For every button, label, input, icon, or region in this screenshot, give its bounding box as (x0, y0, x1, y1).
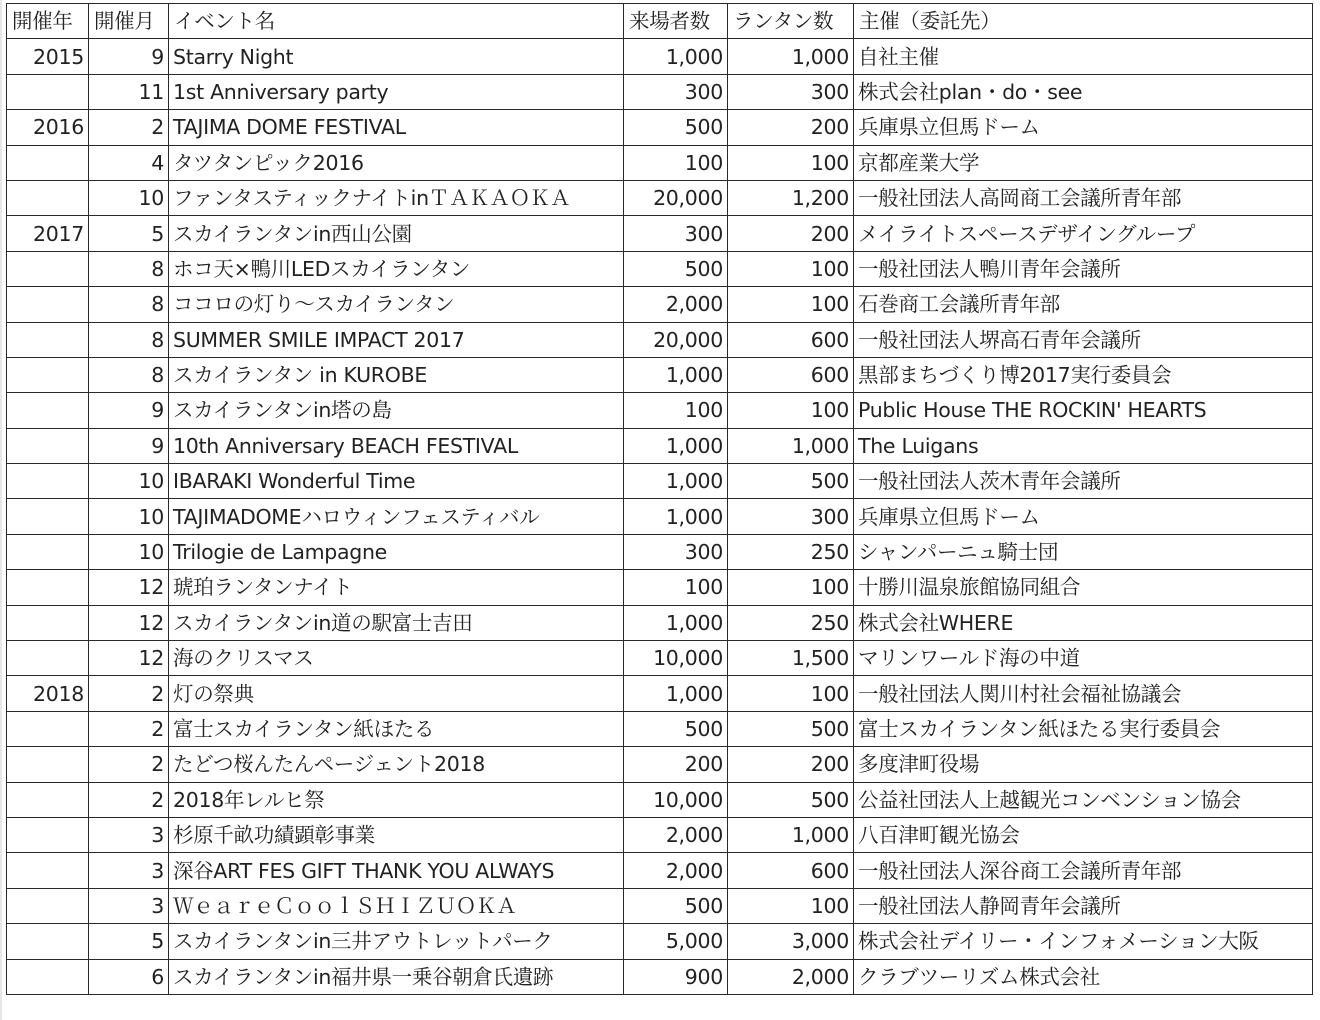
cell-lanterns: 100 (728, 393, 854, 428)
cell-host: 一般社団法人鴨川青年会議所 (854, 251, 1313, 286)
cell-event-name: TAJIMADOMEハロウィンフェスティバル (169, 499, 624, 534)
cell-year (7, 959, 89, 994)
table-row (7, 464, 1313, 499)
table-row (7, 428, 1313, 463)
cell-lanterns: 300 (728, 74, 854, 109)
table-row (7, 711, 1313, 746)
cell-event-name: スカイランタンin西山公園 (169, 216, 624, 251)
cell-event-name: 1st Anniversary party (169, 74, 624, 109)
cell-month: 3 (89, 888, 169, 923)
cell-lanterns: 3,000 (728, 924, 854, 959)
cell-host: 富士スカイランタン紙ほたる実行委員会 (854, 711, 1313, 746)
cell-lanterns: 500 (728, 711, 854, 746)
cell-lanterns: 250 (728, 605, 854, 640)
table-row (7, 782, 1313, 817)
cell-month: 4 (89, 145, 169, 180)
cell-visitors: 2,000 (624, 853, 728, 888)
cell-visitors: 300 (624, 74, 728, 109)
cell-month: 10 (89, 464, 169, 499)
table-row (7, 251, 1313, 286)
cell-event-name: TAJIMA DOME FESTIVAL (169, 110, 624, 145)
cell-visitors: 1,000 (624, 499, 728, 534)
cell-lanterns: 1,000 (728, 428, 854, 463)
cell-month: 3 (89, 817, 169, 852)
cell-month: 8 (89, 357, 169, 392)
cell-visitors: 500 (624, 711, 728, 746)
table-row (7, 924, 1313, 959)
cell-year (7, 641, 89, 676)
cell-year (7, 251, 89, 286)
cell-lanterns: 600 (728, 853, 854, 888)
cell-month: 2 (89, 747, 169, 782)
table-row (7, 74, 1313, 109)
cell-year (7, 711, 89, 746)
header-month: 開催月 (89, 4, 169, 39)
cell-event-name: ＷｅａｒｅＣｏｏｌＳＨＩＺＵＯＫＡ (169, 888, 624, 923)
cell-event-name: 琥珀ランタンナイト (169, 570, 624, 605)
table-row (7, 39, 1313, 74)
cell-visitors: 1,000 (624, 676, 728, 711)
cell-year: 2015 (7, 39, 89, 74)
header-year: 開催年 (7, 4, 89, 39)
cell-host: 一般社団法人茨木青年会議所 (854, 464, 1313, 499)
cell-month: 9 (89, 393, 169, 428)
cell-event-name: Trilogie de Lampagne (169, 534, 624, 569)
cell-lanterns: 100 (728, 888, 854, 923)
cell-lanterns: 100 (728, 287, 854, 322)
cell-host: 一般社団法人関川村社会福祉協議会 (854, 676, 1313, 711)
cell-lanterns: 1,000 (728, 39, 854, 74)
cell-month: 2 (89, 676, 169, 711)
cell-event-name: ココロの灯り～スカイランタン (169, 287, 624, 322)
cell-host: 多度津町役場 (854, 747, 1313, 782)
cell-host: Public House THE ROCKIN' HEARTS (854, 393, 1313, 428)
cell-year (7, 534, 89, 569)
cell-host: 兵庫県立但馬ドーム (854, 110, 1313, 145)
table-row (7, 605, 1313, 640)
cell-visitors: 100 (624, 570, 728, 605)
cell-year (7, 287, 89, 322)
cell-event-name: スカイランタンin塔の島 (169, 393, 624, 428)
cell-event-name: 富士スカイランタン紙ほたる (169, 711, 624, 746)
cell-host: 一般社団法人高岡商工会議所青年部 (854, 180, 1313, 215)
cell-year (7, 428, 89, 463)
cell-lanterns: 1,000 (728, 817, 854, 852)
table-row (7, 959, 1313, 994)
table-row (7, 216, 1313, 251)
cell-host: 株式会社WHERE (854, 605, 1313, 640)
table-row (7, 747, 1313, 782)
table-row (7, 534, 1313, 569)
cell-lanterns: 2,000 (728, 959, 854, 994)
cell-year (7, 322, 89, 357)
table-row (7, 570, 1313, 605)
table-row (7, 180, 1313, 215)
cell-event-name: スカイランタン in KUROBE (169, 357, 624, 392)
cell-visitors: 500 (624, 110, 728, 145)
cell-month: 9 (89, 428, 169, 463)
cell-lanterns: 100 (728, 251, 854, 286)
cell-month: 10 (89, 499, 169, 534)
table-row (7, 145, 1313, 180)
cell-lanterns: 250 (728, 534, 854, 569)
cell-year (7, 817, 89, 852)
cell-lanterns: 1,500 (728, 641, 854, 676)
cell-month: 5 (89, 216, 169, 251)
cell-visitors: 1,000 (624, 605, 728, 640)
cell-year (7, 924, 89, 959)
cell-year (7, 180, 89, 215)
table-row (7, 888, 1313, 923)
cell-lanterns: 200 (728, 747, 854, 782)
header-lanterns: ランタン数 (728, 4, 854, 39)
cell-host: 京都産業大学 (854, 145, 1313, 180)
cell-year: 2018 (7, 676, 89, 711)
cell-host: マリンワールド海の中道 (854, 641, 1313, 676)
cell-year (7, 357, 89, 392)
table-row (7, 110, 1313, 145)
cell-visitors: 300 (624, 216, 728, 251)
cell-month: 8 (89, 322, 169, 357)
cell-month: 12 (89, 641, 169, 676)
cell-visitors: 500 (624, 251, 728, 286)
cell-visitors: 10,000 (624, 782, 728, 817)
cell-event-name: たどつ桜んたんページェント2018 (169, 747, 624, 782)
header-row (7, 4, 1313, 39)
cell-visitors: 1,000 (624, 39, 728, 74)
cell-event-name: タツタンピック2016 (169, 145, 624, 180)
cell-visitors: 100 (624, 393, 728, 428)
cell-event-name: 深谷ART FES GIFT THANK YOU ALWAYS (169, 853, 624, 888)
cell-month: 12 (89, 570, 169, 605)
table-row (7, 641, 1313, 676)
cell-event-name: Starry Night (169, 39, 624, 74)
cell-month: 10 (89, 534, 169, 569)
cell-visitors: 200 (624, 747, 728, 782)
cell-lanterns: 100 (728, 145, 854, 180)
cell-host: 株式会社デイリー・インフォメーション大阪 (854, 924, 1313, 959)
cell-month: 5 (89, 924, 169, 959)
cell-year (7, 888, 89, 923)
cell-year (7, 74, 89, 109)
cell-visitors: 100 (624, 145, 728, 180)
cell-lanterns: 200 (728, 216, 854, 251)
header-host: 主催（委託先） (854, 4, 1313, 39)
cell-event-name: 2018年レルヒ祭 (169, 782, 624, 817)
cell-month: 8 (89, 251, 169, 286)
cell-visitors: 2,000 (624, 287, 728, 322)
cell-host: 一般社団法人深谷商工会議所青年部 (854, 853, 1313, 888)
cell-year: 2017 (7, 216, 89, 251)
cell-event-name: SUMMER SMILE IMPACT 2017 (169, 322, 624, 357)
cell-host: 黒部まちづくり博2017実行委員会 (854, 357, 1313, 392)
table-row (7, 499, 1313, 534)
cell-lanterns: 100 (728, 676, 854, 711)
cell-host: 公益社団法人上越観光コンベンション協会 (854, 782, 1313, 817)
cell-visitors: 20,000 (624, 322, 728, 357)
cell-host: 石巻商工会議所青年部 (854, 287, 1313, 322)
cell-month: 2 (89, 782, 169, 817)
table-row (7, 357, 1313, 392)
cell-event-name: IBARAKI Wonderful Time (169, 464, 624, 499)
cell-visitors: 2,000 (624, 817, 728, 852)
cell-year (7, 853, 89, 888)
cell-lanterns: 200 (728, 110, 854, 145)
cell-host: 一般社団法人堺高石青年会議所 (854, 322, 1313, 357)
table-row (7, 676, 1313, 711)
event-records-table (6, 3, 1313, 995)
table-row (7, 853, 1313, 888)
cell-month: 2 (89, 711, 169, 746)
cell-event-name: スカイランタンin福井県一乗谷朝倉氏遺跡 (169, 959, 624, 994)
cell-event-name: ファンタスティックナイトinＴＡＫＡＯＫＡ (169, 180, 624, 215)
cell-event-name: ホコ天×鴨川LEDスカイランタン (169, 251, 624, 286)
cell-month: 10 (89, 180, 169, 215)
cell-host: 十勝川温泉旅館協同組合 (854, 570, 1313, 605)
cell-event-name: 杉原千畝功績顕彰事業 (169, 817, 624, 852)
cell-year: 2016 (7, 110, 89, 145)
table-row (7, 287, 1313, 322)
header-event-name: イベント名 (169, 4, 624, 39)
cell-host: シャンパーニュ騎士団 (854, 534, 1313, 569)
cell-lanterns: 100 (728, 570, 854, 605)
cell-year (7, 145, 89, 180)
cell-event-name: スカイランタンin三井アウトレットパーク (169, 924, 624, 959)
cell-event-name: 10th Anniversary BEACH FESTIVAL (169, 428, 624, 463)
cell-host: 兵庫県立但馬ドーム (854, 499, 1313, 534)
cell-host: 株式会社plan・do・see (854, 74, 1313, 109)
cell-month: 3 (89, 853, 169, 888)
table-row (7, 393, 1313, 428)
table-row (7, 322, 1313, 357)
cell-visitors: 900 (624, 959, 728, 994)
header-visitors: 来場者数 (624, 4, 728, 39)
cell-year (7, 393, 89, 428)
cell-month: 8 (89, 287, 169, 322)
cell-year (7, 464, 89, 499)
cell-host: 一般社団法人静岡青年会議所 (854, 888, 1313, 923)
cell-visitors: 1,000 (624, 464, 728, 499)
cell-month: 11 (89, 74, 169, 109)
cell-event-name: スカイランタンin道の駅富士吉田 (169, 605, 624, 640)
cell-host: The Luigans (854, 428, 1313, 463)
cell-host: クラブツーリズム株式会社 (854, 959, 1313, 994)
cell-visitors: 20,000 (624, 180, 728, 215)
cell-year (7, 570, 89, 605)
cell-lanterns: 600 (728, 357, 854, 392)
cell-year (7, 747, 89, 782)
cell-year (7, 499, 89, 534)
left-edge-divider (0, 0, 2, 1020)
cell-year (7, 605, 89, 640)
cell-lanterns: 500 (728, 464, 854, 499)
cell-year (7, 782, 89, 817)
cell-host: メイライトスペースデザイングループ (854, 216, 1313, 251)
cell-lanterns: 1,200 (728, 180, 854, 215)
cell-visitors: 1,000 (624, 428, 728, 463)
cell-month: 12 (89, 605, 169, 640)
cell-month: 6 (89, 959, 169, 994)
cell-host: 八百津町観光協会 (854, 817, 1313, 852)
cell-event-name: 海のクリスマス (169, 641, 624, 676)
cell-visitors: 300 (624, 534, 728, 569)
cell-lanterns: 600 (728, 322, 854, 357)
cell-visitors: 1,000 (624, 357, 728, 392)
cell-visitors: 10,000 (624, 641, 728, 676)
cell-lanterns: 300 (728, 499, 854, 534)
cell-visitors: 500 (624, 888, 728, 923)
cell-lanterns: 500 (728, 782, 854, 817)
cell-month: 9 (89, 39, 169, 74)
cell-month: 2 (89, 110, 169, 145)
cell-visitors: 5,000 (624, 924, 728, 959)
table-row (7, 817, 1313, 852)
cell-host: 自社主催 (854, 39, 1313, 74)
cell-event-name: 灯の祭典 (169, 676, 624, 711)
